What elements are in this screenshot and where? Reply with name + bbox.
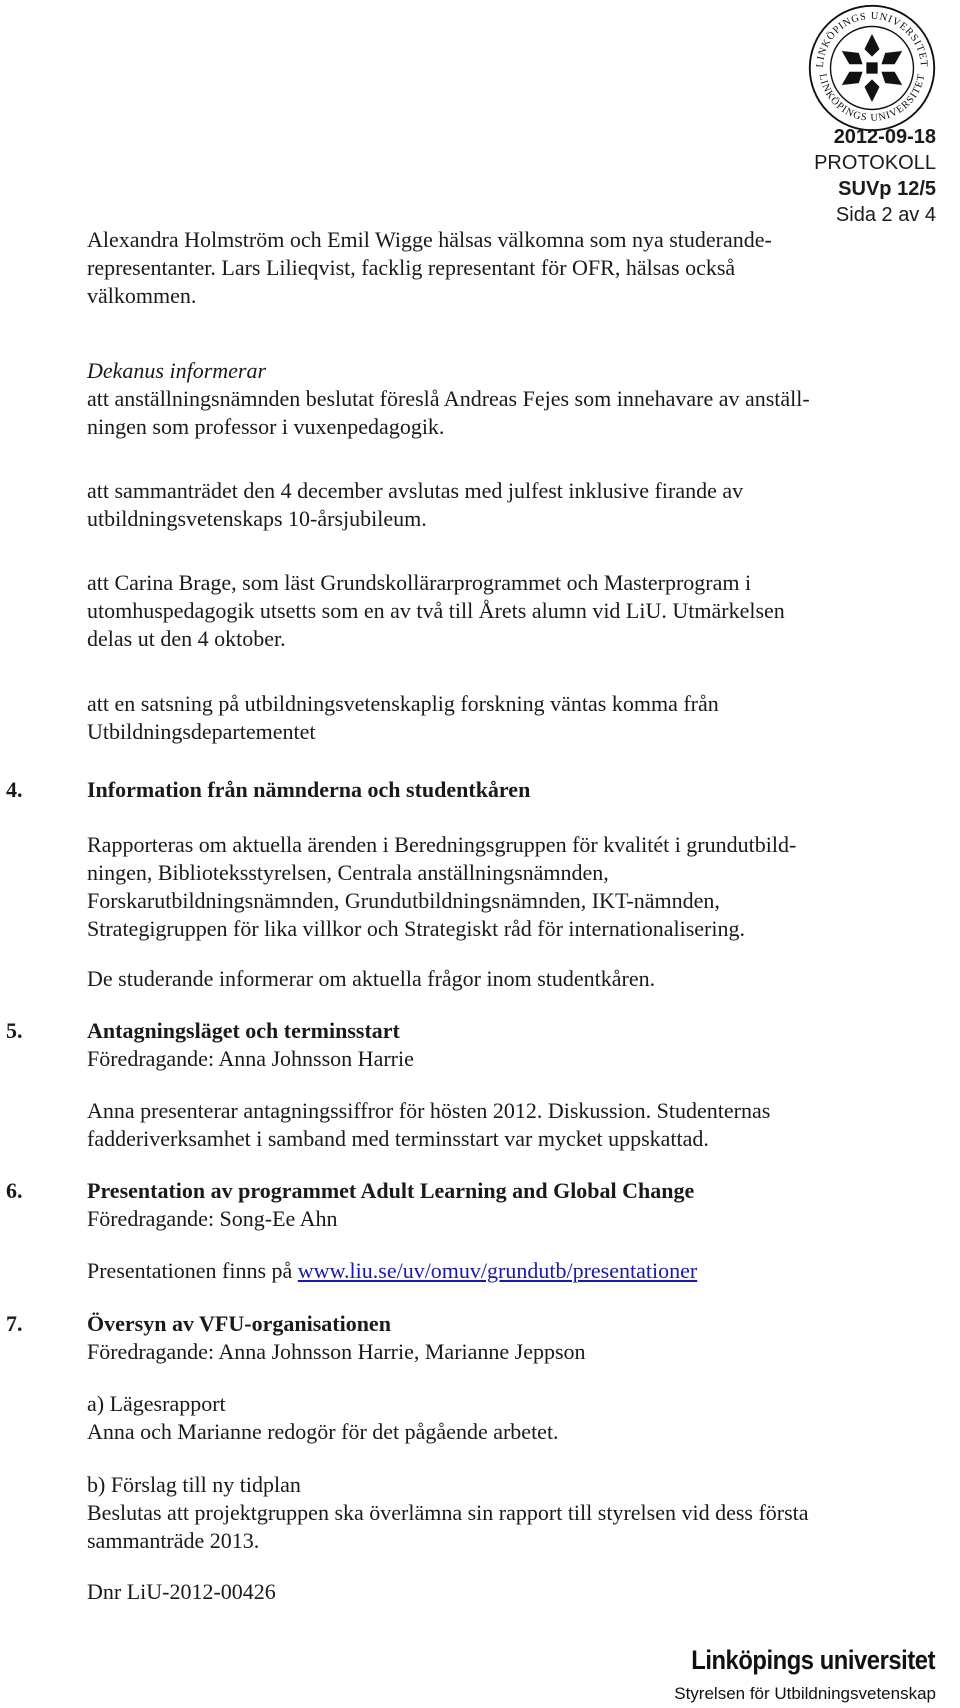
university-seal-icon (806, 2, 938, 134)
text-line: ningen, Biblioteksstyrelsen, Centrala anställningsnämnden, (87, 860, 609, 885)
text-line: välkommen. (87, 283, 197, 308)
text-line: att en satsning på utbildningsvetenskaplig forskning väntas komma från (87, 691, 719, 716)
text-line: ningen som professor i vuxenpedagogik. (87, 414, 445, 439)
subitem-b-label: b) Förslag till ny tidplan (87, 1472, 301, 1497)
seal-ring-text-bottom: LINKÖPINGS UNIVERSITET (816, 72, 928, 124)
registration-number: Dnr LiU-2012-00426 (87, 1579, 276, 1604)
presentation-link-line (87, 1257, 947, 1285)
section-number: 5. (6, 1018, 23, 1043)
text-line: Forskarutbildningsnämnden, Grundutbildningsnämnden, IKT-nämnden, (87, 888, 720, 913)
text-line: att anställningsnämnden beslutat föreslå Andreas Fejes som innehavare av anställ- (87, 386, 810, 411)
dean-heading: Dekanus informerar (87, 358, 267, 383)
header-doc-type: PROTOKOLL (814, 152, 936, 174)
text-line: Rapporteras om aktuella ärenden i Beredningsgruppen för kvalitét i grundutbild- (87, 832, 797, 857)
text-line: sammanträde 2013. (87, 1528, 260, 1553)
dean-item (87, 385, 947, 441)
dean-item (87, 569, 947, 653)
footer-department: Styrelsen för Utbildningsvetenskap (674, 1684, 936, 1703)
text-line: fadderiverksamhet i samband med terminsstart var mycket uppskattad. (87, 1126, 709, 1151)
presentation-link[interactable]: www.liu.se/uv/omuv/grundutb/presentationer (297, 1258, 698, 1283)
text-line: Strategigruppen för lika villkor och Strategiskt råd för internationalisering. (87, 916, 745, 941)
section-title: Antagningsläget och terminsstart (87, 1018, 400, 1043)
section4-student-info: De studerande informerar om aktuella frågor inom studentkåren. (87, 966, 656, 991)
intro-paragraph (87, 226, 947, 310)
section-presenter: Föredragande: Anna Johnsson Harrie (87, 1046, 414, 1071)
link-prefix: Presentationen finns på (87, 1258, 298, 1283)
header-reference: SUVp 12/5 (838, 178, 936, 200)
dean-item (87, 690, 947, 746)
header-page-number: Sida 2 av 4 (835, 204, 936, 226)
text-line: att Carina Brage, som läst Grundskollärarprogrammet och Masterprogram i (87, 570, 752, 595)
section-number: 7. (6, 1311, 23, 1336)
dean-item (87, 477, 947, 533)
section5-paragraph (87, 1097, 947, 1153)
section-presenter: Föredragande: Anna Johnsson Harrie, Marianne Jeppson (87, 1339, 586, 1364)
text-line: delas ut den 4 oktober. (87, 626, 286, 651)
subitem-a-label: a) Lägesrapport (87, 1391, 226, 1416)
text-line: utbildningsvetenskaps 10-årsjubileum. (87, 506, 427, 531)
section-title: Översyn av VFU-organisationen (87, 1311, 391, 1336)
text-line: Alexandra Holmström och Emil Wigge hälsas välkomna som nya studerande- (87, 227, 772, 252)
seal-ring-text-top: LINKÖPINGS UNIVERSITET (814, 10, 930, 68)
text-line: Beslutas att projektgruppen ska överlämna sin rapport till styrelsen vid dess första (87, 1500, 809, 1525)
subitem-b-body (87, 1499, 947, 1555)
section4-paragraph (87, 831, 947, 943)
subitem-a-body: Anna och Marianne redogör för det pågående arbetet. (87, 1419, 559, 1444)
text-line: utomhuspedagogik utsetts som en av två till Årets alumn vid LiU. Utmärkelsen (87, 598, 785, 623)
section-title: Information från nämnderna och studentkåren (87, 777, 531, 802)
text-line: Utbildningsdepartementet (87, 719, 316, 744)
text-line: Anna presenterar antagningssiffror för hösten 2012. Diskussion. Studenternas (87, 1098, 771, 1123)
section-presenter: Föredragande: Song-Ee Ahn (87, 1206, 338, 1231)
university-wordmark: Linköpings universitet (691, 1645, 935, 1675)
seal-emblem (842, 34, 902, 102)
text-line: att sammanträdet den 4 december avslutas med julfest inklusive firande av (87, 478, 744, 503)
section-number: 6. (6, 1178, 23, 1203)
section-number: 4. (6, 777, 23, 802)
text-line: representanter. Lars Lilieqvist, facklig representant för OFR, hälsas också (87, 255, 736, 280)
section-title: Presentation av programmet Adult Learning and Global Change (87, 1178, 695, 1203)
header-date: 2012-09-18 (833, 126, 936, 148)
